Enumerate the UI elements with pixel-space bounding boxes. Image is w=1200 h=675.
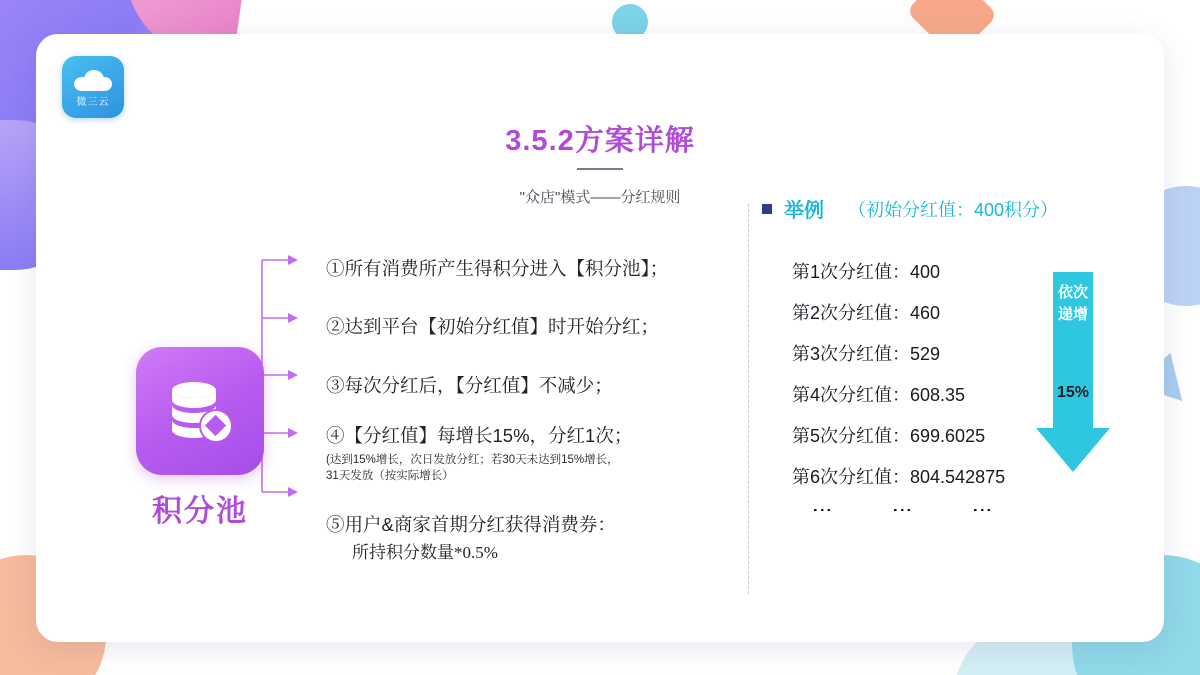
rule-item-4: ④【分红值】每增长15%，分红1次； [326, 425, 633, 446]
dividend-row-4-label: 第4次分红值： [792, 385, 911, 405]
dividend-row-1-value: 400 [910, 262, 941, 282]
dividend-row-6-value: 804.542875 [910, 467, 1006, 487]
dividend-row-6-label: 第6次分红值： [792, 467, 911, 487]
dividend-row-1 [792, 258, 940, 284]
dividend-row-4-value: 608.35 [910, 385, 966, 405]
dividend-row-4 [792, 381, 965, 407]
ellipsis-group [812, 500, 992, 523]
page-title: 3.5.2方案详解 [505, 125, 695, 157]
ellipsis-2: ⋮ [891, 500, 913, 523]
rule-item-5: ⑤用户&商家首期分红获得消费券： [326, 514, 616, 535]
page-subtitle: "众店"模式——分红规则 [519, 189, 681, 206]
brand-logo-text: 微三云 [76, 96, 110, 108]
dividend-row-6 [792, 463, 1005, 489]
rule-item-1: ①所有消费所产生得积分进入【积分池】； [326, 258, 669, 279]
rule-item-3: ③每次分红后，【分红值】不减少； [326, 375, 613, 396]
example-title: 举例 [784, 200, 824, 222]
rule-item-4-note [326, 452, 619, 484]
pool-label: 积分池 [152, 495, 248, 528]
ellipsis-1: ⋮ [811, 500, 833, 523]
rule-note-line-1: (达到15%增长，次日发放分红；若30天未达到15%增长， [326, 454, 619, 466]
dividend-row-5 [792, 422, 985, 448]
dividend-row-3 [792, 340, 940, 366]
arrow-label: 依次递增 [1058, 284, 1089, 323]
down-arrow-icon [1036, 272, 1110, 472]
brand-logo [62, 56, 124, 118]
dividend-row-2-label: 第2次分红值： [792, 303, 911, 323]
dividend-row-2 [792, 299, 940, 325]
dividend-row-1-label: 第1次分红值： [792, 262, 911, 282]
rule-note-line-2: 31天发放（按实际增长） [326, 470, 454, 482]
content-card [36, 34, 1164, 642]
ellipsis-3: ⋮ [971, 500, 993, 523]
cloud-icon [74, 69, 112, 91]
coins-stack-icon [136, 347, 264, 475]
dividend-row-5-label: 第5次分红值： [792, 426, 911, 446]
example-subtitle: （初始分红值：400积分） [848, 200, 1059, 220]
dividend-row-2-value: 460 [910, 303, 941, 323]
rule-item-2: ②达到平台【初始分红值】时开始分红； [326, 316, 660, 337]
vertical-divider [748, 204, 749, 594]
dividend-row-3-value: 529 [910, 344, 941, 364]
dividend-row-3-label: 第3次分红值： [792, 344, 911, 364]
title-divider [577, 168, 623, 170]
square-bullet-icon [762, 204, 772, 214]
rule-item-5-formula: 所持积分数量*0.5% [352, 543, 498, 562]
dividend-row-5-value: 699.6025 [910, 426, 986, 446]
arrow-percent: 15% [1056, 384, 1090, 401]
